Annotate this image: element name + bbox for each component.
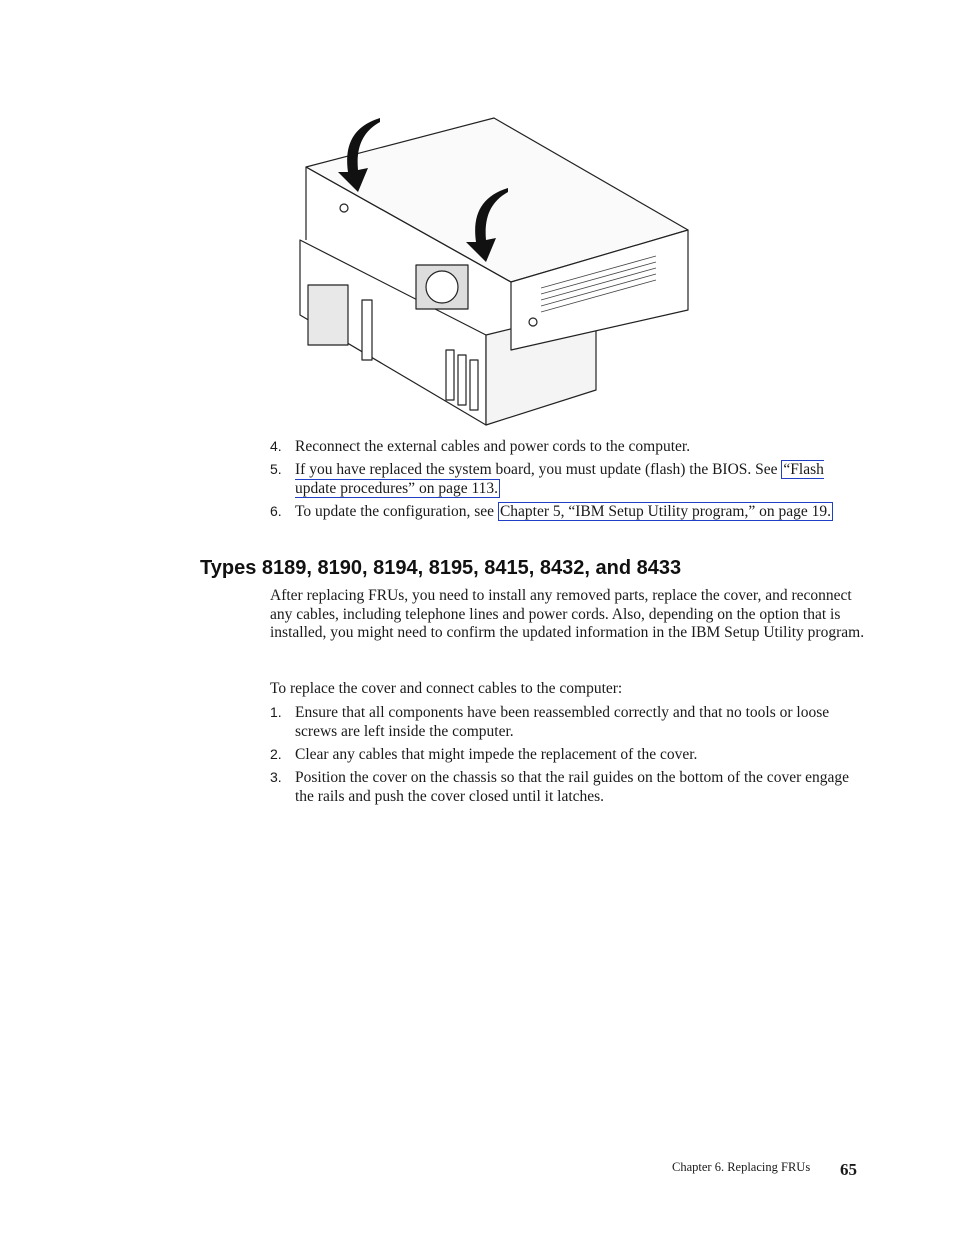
step-text: Position the cover on the chassis so that the rail guides on the bottom of the cover engage the rails and push the cover closed until it latches.: [295, 769, 849, 805]
intro-paragraph: After replacing FRUs, you need to install any removed parts, replace the cover, and reconnect any cables, including telephone lines and power cords. Also, depending on the option that is installed, you might need to confirm the updated information in the IBM Setup Utility program.: [270, 587, 865, 641]
flash-update-link[interactable]: “Flash update procedures” on page 113.: [295, 461, 824, 497]
list-item: [270, 745, 860, 764]
list-item: [270, 768, 860, 806]
step-text: Ensure that all components have been reassembled correctly and that no tools or loose screws are left inside the computer.: [295, 704, 830, 740]
list-item: [270, 460, 860, 498]
step-text: Reconnect the external cables and power cords to the computer.: [295, 438, 691, 455]
step-text: Clear any cables that might impede the replacement of the cover.: [295, 746, 698, 763]
setup-utility-link[interactable]: Chapter 5, “IBM Setup Utility program,” on page 19.: [499, 503, 831, 520]
step-number: 5.: [270, 461, 282, 477]
computer-cover-illustration: [296, 110, 692, 428]
list-item: [270, 437, 860, 456]
step-number: 1.: [270, 704, 282, 720]
step-number: 4.: [270, 438, 282, 454]
step-text: To update the configuration, see: [295, 503, 498, 520]
step-text: If you have replaced the system board, you must update (flash) the BIOS. See: [295, 461, 782, 478]
page-number: 65: [840, 1160, 857, 1179]
steps-top-list: [270, 437, 860, 525]
list-item: [270, 703, 860, 741]
lead-in-text: To replace the cover and connect cables to the computer:: [270, 680, 623, 697]
footer-chapter: Chapter 6. Replacing FRUs: [672, 1160, 811, 1174]
steps-bottom-list: [270, 703, 860, 810]
list-item: [270, 502, 860, 521]
step-number: 3.: [270, 769, 282, 785]
step-number: 2.: [270, 746, 282, 762]
step-number: 6.: [270, 503, 282, 519]
section-heading: Types 8189, 8190, 8194, 8195, 8415, 8432, and 8433: [200, 557, 682, 579]
